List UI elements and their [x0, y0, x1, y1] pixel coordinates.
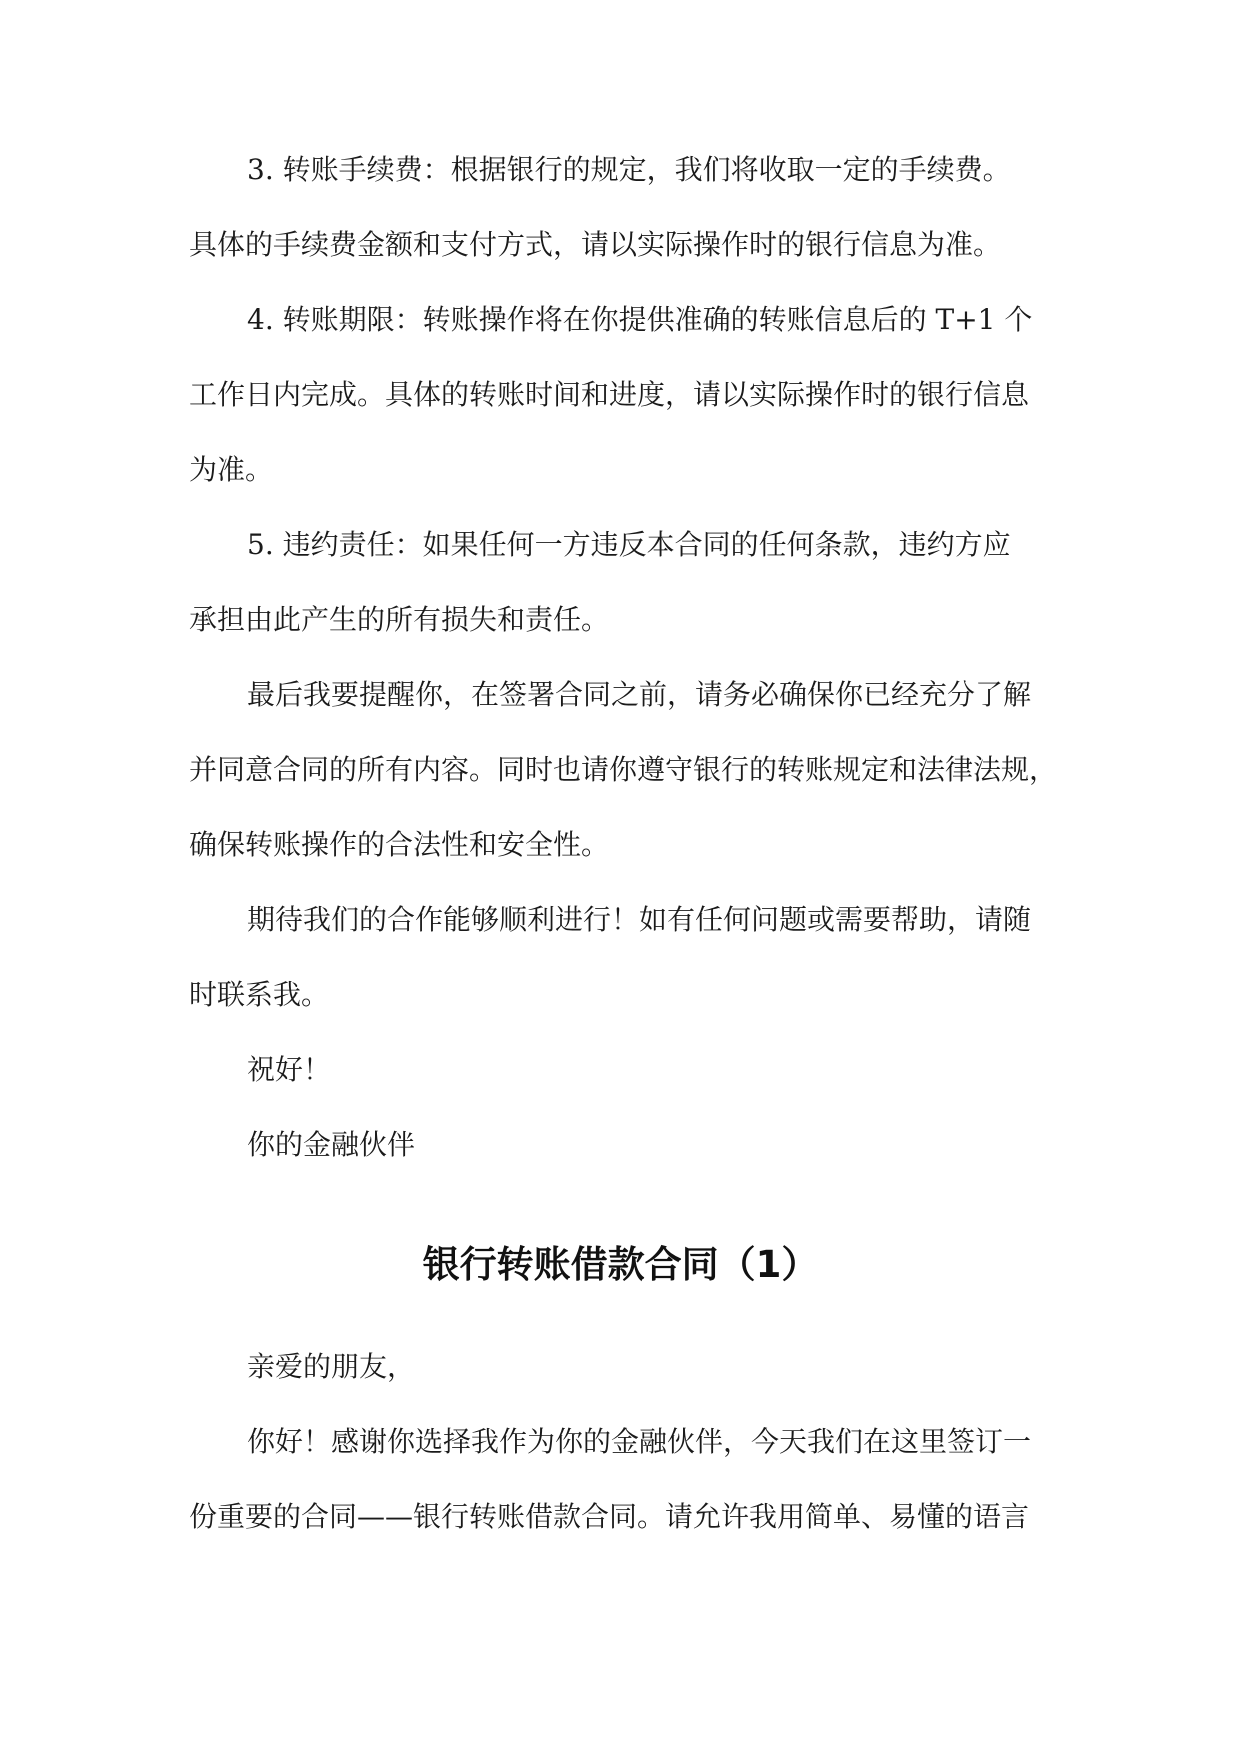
signature-line: 你的金融伙伴	[247, 1128, 416, 1161]
clause-4-line-2: 工作日内完成。具体的转账时间和进度，请以实际操作时的银行信息	[189, 378, 1030, 411]
salutation: 亲爱的朋友，	[247, 1350, 416, 1383]
reminder-line-1: 最后我要提醒你，在签署合同之前，请务必确保你已经充分了解	[247, 678, 1032, 711]
clause-5-line-2: 承担由此产生的所有损失和责任。	[189, 603, 610, 636]
closing-line-1: 期待我们的合作能够顺利进行！如有任何问题或需要帮助，请随	[247, 903, 1032, 936]
reminder-line-2: 并同意合同的所有内容。同时也请你遵守银行的转账规定和法律法规，	[189, 753, 1058, 786]
intro-line-1: 你好！感谢你选择我作为你的金融伙伴，今天我们在这里签订一	[247, 1425, 1032, 1458]
greeting-regards: 祝好！	[247, 1053, 332, 1086]
clause-4-line-3: 为准。	[189, 453, 274, 486]
clause-3-line-1: 3. 转账手续费：根据银行的规定，我们将收取一定的手续费。	[247, 153, 1011, 186]
section-title: 银行转账借款合同（1）	[422, 1243, 819, 1286]
clause-5-line-1: 5. 违约责任：如果任何一方违反本合同的任何条款，违约方应	[247, 528, 1011, 561]
closing-line-2: 时联系我。	[189, 978, 330, 1011]
reminder-line-3: 确保转账操作的合法性和安全性。	[189, 828, 610, 861]
clause-4-line-1: 4. 转账期限：转账操作将在你提供准确的转账信息后的 T+1 个	[247, 303, 1033, 336]
intro-line-2: 份重要的合同——银行转账借款合同。请允许我用简单、易懂的语言	[189, 1500, 1030, 1533]
clause-3-line-2: 具体的手续费金额和支付方式，请以实际操作时的银行信息为准。	[189, 228, 1002, 261]
